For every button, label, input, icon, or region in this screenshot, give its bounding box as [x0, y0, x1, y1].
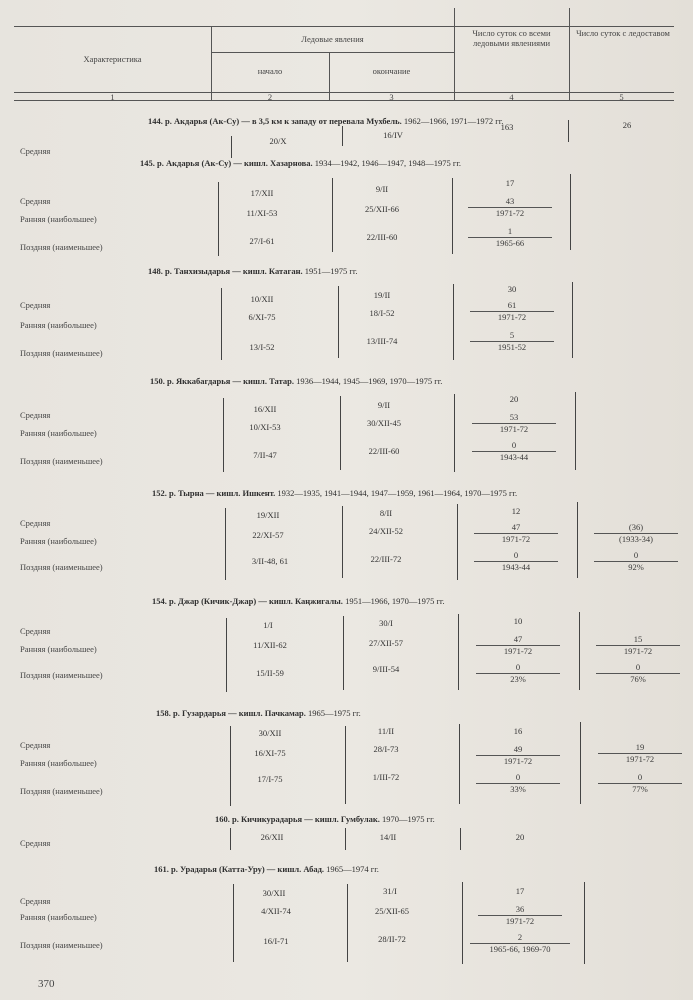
station-name: 148. р. Танхизыдарья — кишл. Катаган.	[148, 266, 303, 276]
column-rule	[340, 396, 341, 470]
row-label: Средняя	[20, 300, 51, 310]
fraction-denominator: 76%	[630, 674, 646, 684]
station-years: 1936—1944, 1945—1969, 1970—1975 гг.	[293, 376, 443, 386]
row-label: Поздняя (наименьшее)	[20, 456, 103, 466]
column-rule	[226, 618, 227, 692]
row-label: Средняя	[20, 518, 51, 528]
column-rule	[343, 616, 344, 690]
ice-start-value: 16/XI-75	[254, 748, 286, 758]
ice-end-value: 8/II	[379, 508, 393, 518]
row-label: Поздняя (наименьшее)	[20, 242, 103, 252]
days-all-ice-value: 163	[500, 122, 514, 132]
days-ice-cover-fraction	[596, 634, 680, 657]
fraction-numerator: 0	[472, 440, 556, 452]
station-title	[152, 596, 445, 606]
ice-end-value: 25/XII-66	[365, 204, 399, 214]
days-all-ice-fraction	[472, 412, 556, 435]
header-col-number: 4	[509, 92, 514, 102]
station-title	[156, 708, 361, 718]
row-label: Ранняя (наибольшее)	[20, 428, 97, 438]
days-ice-cover-fraction	[596, 662, 680, 685]
station-title	[215, 814, 435, 824]
station-years: 1951—1966, 1970—1975 гг.	[342, 596, 445, 606]
days-all-ice-value: 10	[513, 616, 523, 626]
column-rule	[458, 614, 459, 690]
column-rule	[347, 884, 348, 962]
ice-start-value: 16/I-71	[263, 936, 289, 946]
row-label: Ранняя (наибольшее)	[20, 644, 97, 654]
fraction-denominator: 1971-72	[495, 208, 525, 218]
column-rule	[568, 120, 569, 142]
station-name: 152. р. Тырна — кишл. Ишкент.	[152, 488, 276, 498]
fraction-numerator: 19	[598, 742, 682, 754]
fraction-numerator: 61	[470, 300, 554, 312]
fraction-numerator: 47	[476, 634, 560, 646]
ice-end-value: 9/II	[377, 400, 391, 410]
fraction-denominator: 1971-72	[625, 754, 655, 764]
column-rule	[332, 178, 333, 252]
days-ice-cover-fraction	[598, 772, 682, 795]
station-years: 1934—1942, 1946—1947, 1948—1975 гг.	[312, 158, 462, 168]
ice-start-value: 22/XI-57	[252, 530, 284, 540]
row-label: Средняя	[20, 146, 51, 156]
column-rule	[345, 726, 346, 804]
station-years: 1970—1975 гг.	[379, 814, 435, 824]
days-all-ice-value: 17	[505, 178, 515, 188]
station-name: 144. р. Акдарья (Ак-Су) — в 3,5 км к западу от перевала Мухбель.	[148, 116, 402, 126]
ice-start-value: 4/XII-74	[261, 906, 291, 916]
column-rule	[577, 502, 578, 578]
header-group-rule	[211, 52, 454, 53]
ice-end-value: 24/XII-52	[369, 526, 403, 536]
ice-end-value: 30/I	[379, 618, 393, 628]
row-label: Ранняя (наибольшее)	[20, 320, 97, 330]
column-rule	[342, 506, 343, 578]
header-end: окончание	[372, 66, 411, 76]
days-ice-cover-fraction	[594, 550, 678, 573]
days-all-ice-fraction	[476, 744, 560, 767]
ice-start-value: 7/II-47	[253, 450, 277, 460]
days-all-ice-value: 20	[515, 832, 525, 842]
ice-end-value: 30/XII-45	[367, 418, 401, 428]
days-all-ice-fraction	[476, 662, 560, 685]
row-label: Поздняя (наименьшее)	[20, 670, 103, 680]
fraction-numerator: 49	[476, 744, 560, 756]
column-rule	[460, 828, 461, 850]
page-number: 370	[38, 978, 55, 990]
ice-end-value: 31/I	[383, 886, 397, 896]
header-days-ice-cover: Число суток с ледоставом	[576, 28, 670, 38]
fraction-denominator: 33%	[510, 784, 526, 794]
station-title	[148, 266, 358, 276]
fraction-numerator: 15	[596, 634, 680, 646]
ice-end-value: 22/III-60	[368, 446, 400, 456]
fraction-denominator: 1971-72	[503, 756, 533, 766]
fraction-numerator: 0	[476, 662, 560, 674]
ice-start-value: 13/I-52	[249, 342, 275, 352]
column-rule	[584, 882, 585, 964]
ice-start-value: 3/II-48, 61	[251, 556, 289, 566]
ice-end-value: 19/II	[373, 290, 391, 300]
ice-start-value: 11/XII-62	[253, 640, 287, 650]
column-rule	[457, 504, 458, 580]
column-rule	[218, 182, 219, 256]
fraction-denominator: 23%	[510, 674, 526, 684]
ice-start-value: 10/XI-53	[249, 422, 281, 432]
ice-end-value: 18/I-52	[369, 308, 395, 318]
ice-start-value: 19/XII	[256, 510, 280, 520]
column-rule	[230, 726, 231, 806]
column-rule	[459, 724, 460, 804]
row-label: Ранняя (наибольшее)	[20, 214, 97, 224]
header-divider	[569, 8, 570, 100]
row-label: Поздняя (наименьшее)	[20, 786, 103, 796]
ice-end-value: 28/II-72	[378, 934, 406, 944]
days-ice-cover-value: 26	[622, 120, 632, 130]
column-rule	[223, 398, 224, 472]
days-all-ice-fraction	[476, 634, 560, 657]
ice-end-value: 13/III-74	[366, 336, 398, 346]
station-name: 154. р. Джар (Кичик-Джар) — кишл. Каңжигалы.	[152, 596, 343, 606]
column-rule	[572, 282, 573, 358]
days-all-ice-fraction	[474, 550, 558, 573]
station-years: 1965—1974 гг.	[324, 864, 379, 874]
station-title	[148, 116, 503, 126]
days-all-ice-fraction	[472, 440, 556, 463]
fraction-denominator: 1971-72	[503, 646, 533, 656]
station-title	[154, 864, 379, 874]
days-all-ice-fraction	[478, 904, 562, 927]
fraction-denominator: 1971-72	[623, 646, 653, 656]
row-label: Средняя	[20, 626, 51, 636]
header-start: начало	[257, 66, 283, 76]
ice-start-value: 16/XII	[253, 404, 277, 414]
column-rule	[338, 286, 339, 358]
fraction-denominator: 1971-72	[501, 534, 531, 544]
ice-end-value: 25/XII-65	[375, 906, 409, 916]
fraction-numerator: 2	[470, 932, 570, 944]
column-rule	[454, 394, 455, 472]
column-rule	[575, 392, 576, 470]
ice-start-value: 17/I-75	[257, 774, 283, 784]
header-days-all-ice: Число суток со всеми ледовыми явлениями	[472, 28, 551, 48]
row-label: Средняя	[20, 838, 51, 848]
header-characteristic: Характеристика	[83, 54, 142, 64]
column-rule	[230, 828, 231, 850]
station-name: 161. р. Урадарья (Катта-Уру) — кишл. Абад.	[154, 864, 325, 874]
fraction-denominator: (1933-34)	[619, 534, 653, 544]
station-years: 1932—1935, 1941—1944, 1947—1959, 1961—1964, 1970—1975 гг.	[275, 488, 518, 498]
ice-end-value: 11/II	[377, 726, 395, 736]
fraction-denominator: 1971-72	[497, 312, 527, 322]
fraction-denominator: 1943-44	[499, 452, 529, 462]
row-label: Средняя	[20, 196, 51, 206]
ice-start-value: 27/I-61	[249, 236, 275, 246]
fraction-denominator: 92%	[628, 562, 644, 572]
station-name: 150. р. Яккабагдарья — кишл. Татар.	[150, 376, 294, 386]
header-divider	[454, 8, 455, 100]
station-title	[150, 376, 442, 386]
fraction-numerator: 0	[594, 550, 678, 562]
fraction-numerator: (36)	[594, 522, 678, 534]
days-all-ice-fraction	[470, 932, 570, 955]
days-all-ice-value: 16	[513, 726, 523, 736]
row-label: Ранняя (наибольшее)	[20, 536, 97, 546]
ice-start-value: 30/XII	[258, 728, 282, 738]
days-all-ice-fraction	[470, 300, 554, 323]
header-col-number: 1	[110, 92, 115, 102]
column-rule	[570, 174, 571, 250]
fraction-numerator: 0	[474, 550, 558, 562]
ice-end-value: 16/IV	[383, 130, 403, 140]
days-all-ice-value: 17	[515, 886, 525, 896]
station-years: 1965—1975 гг.	[305, 708, 361, 718]
column-rule	[231, 136, 232, 158]
column-rule	[221, 288, 222, 360]
column-rule	[452, 178, 453, 254]
ice-end-value: 1/III-72	[372, 772, 400, 782]
row-label: Средняя	[20, 740, 51, 750]
days-all-ice-fraction	[474, 522, 558, 545]
column-rule	[580, 722, 581, 804]
fraction-numerator: 36	[478, 904, 562, 916]
fraction-numerator: 0	[598, 772, 682, 784]
fraction-denominator: 77%	[632, 784, 648, 794]
row-label: Поздняя (наименьшее)	[20, 348, 103, 358]
column-rule	[342, 126, 343, 146]
ice-end-value: 28/I-73	[373, 744, 399, 754]
fraction-numerator: 5	[470, 330, 554, 342]
fraction-denominator: 1951-52	[497, 342, 527, 352]
station-years: 1962—1966, 1971—1972 гг.	[401, 116, 504, 126]
fraction-numerator: 0	[596, 662, 680, 674]
ice-start-value: 6/XI-75	[248, 312, 276, 322]
station-years: 1951—1975 гг.	[302, 266, 358, 276]
row-label: Ранняя (наибольшее)	[20, 758, 97, 768]
column-rule	[462, 882, 463, 964]
header-top-rule	[14, 26, 674, 27]
fraction-numerator: 1	[468, 226, 552, 238]
table-header	[14, 8, 674, 100]
days-ice-cover-fraction	[598, 742, 682, 765]
ice-end-value: 9/II	[375, 184, 389, 194]
days-all-ice-fraction	[468, 196, 552, 219]
station-name: 158. р. Гузардарья — кишл. Пачкамар.	[156, 708, 306, 718]
header-ice-phenomena: Ледовые явления	[301, 34, 364, 44]
row-label: Средняя	[20, 896, 51, 906]
station-name: 160. р. Кичикурадарья — кишл. Гумбулак.	[215, 814, 380, 824]
days-all-ice-fraction	[468, 226, 552, 249]
row-label: Ранняя (наибольшее)	[20, 912, 97, 922]
ice-end-value: 9/III-54	[372, 664, 400, 674]
fraction-numerator: 53	[472, 412, 556, 424]
fraction-denominator: 1971-72	[499, 424, 529, 434]
column-rule	[225, 508, 226, 580]
days-all-ice-value: 12	[511, 506, 521, 516]
days-all-ice-fraction	[476, 772, 560, 795]
fraction-numerator: 47	[474, 522, 558, 534]
days-ice-cover-fraction	[594, 522, 678, 545]
ice-end-value: 27/XII-57	[369, 638, 403, 648]
column-rule	[579, 612, 580, 690]
ice-start-value: 11/XI-53	[246, 208, 278, 218]
ice-end-value: 22/III-60	[366, 232, 398, 242]
ice-start-value: 26/XII	[260, 832, 284, 842]
fraction-numerator: 43	[468, 196, 552, 208]
row-label: Поздняя (наименьшее)	[20, 562, 103, 572]
ice-start-value: 15/II-59	[256, 668, 284, 678]
header-col-number: 5	[619, 92, 624, 102]
fraction-denominator: 1965-66	[495, 238, 525, 248]
days-all-ice-value: 20	[509, 394, 519, 404]
station-title	[140, 158, 461, 168]
row-label: Средняя	[20, 410, 51, 420]
station-title	[152, 488, 517, 498]
ice-end-value: 14/II	[379, 832, 397, 842]
fraction-denominator: 1971-72	[505, 916, 535, 926]
ice-start-value: 1/I	[263, 620, 273, 630]
ice-start-value: 10/XII	[250, 294, 274, 304]
fraction-numerator: 0	[476, 772, 560, 784]
fraction-denominator: 1965-66, 1969-70	[489, 944, 551, 954]
header-col-number: 2	[267, 92, 273, 102]
column-rule	[233, 884, 234, 962]
station-name: 145. р. Акдарья (Ак-Су) — кишл. Хазарнова.	[140, 158, 313, 168]
header-col-number: 3	[389, 92, 394, 102]
days-all-ice-value: 30	[507, 284, 517, 294]
ice-start-value: 17/XII	[250, 188, 274, 198]
ice-start-value: 20/X	[269, 136, 287, 146]
fraction-denominator: 1943-44	[501, 562, 531, 572]
column-rule	[345, 828, 346, 850]
row-label: Поздняя (наименьшее)	[20, 940, 103, 950]
column-rule	[453, 284, 454, 360]
ice-start-value: 30/XII	[262, 888, 286, 898]
days-all-ice-fraction	[470, 330, 554, 353]
ice-end-value: 22/III-72	[370, 554, 402, 564]
